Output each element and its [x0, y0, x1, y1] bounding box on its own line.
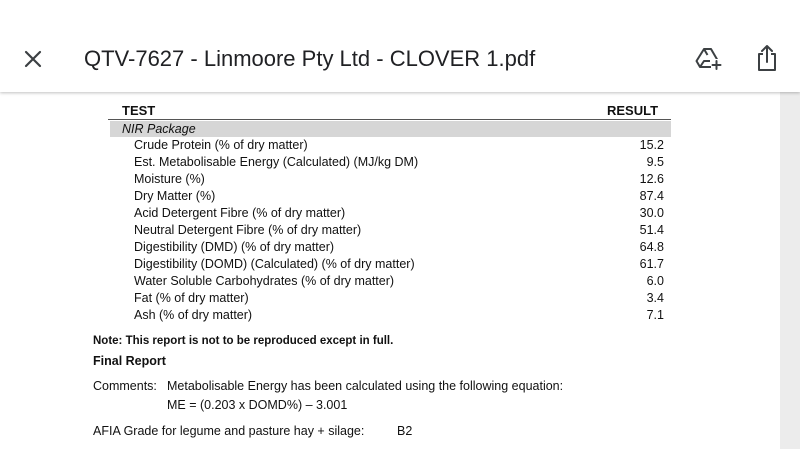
- app-toolbar: [0, 0, 800, 92]
- test-name: Acid Detergent Fibre (% of dry matter): [134, 206, 346, 220]
- package-band: [110, 121, 671, 137]
- table-row: [0, 257, 780, 274]
- test-name: Digestibility (DOMD) (Calculated) (% of dry matter): [134, 257, 415, 271]
- test-name: Ash (% of dry matter): [134, 308, 253, 322]
- afia-grade-value: B2: [397, 424, 413, 438]
- test-result: 3.4: [646, 291, 664, 305]
- pdf-viewer[interactable]: [0, 92, 800, 449]
- table-row: [0, 206, 780, 223]
- test-result: 61.7: [639, 257, 664, 271]
- table-row: [0, 274, 780, 291]
- reproduction-note: Note: This report is not to be reproduced except in full.: [93, 335, 394, 347]
- comments-label: Comments:: [93, 379, 157, 393]
- test-result: 64.8: [639, 240, 664, 254]
- test-result: 9.5: [646, 155, 664, 169]
- test-name: Dry Matter (%): [134, 189, 216, 203]
- pdf-page: [0, 92, 780, 449]
- share-icon: [756, 44, 778, 72]
- share-button[interactable]: [750, 41, 784, 75]
- afia-grade-label: AFIA Grade for legume and pasture hay + silage:: [93, 424, 365, 438]
- final-report-label: Final Report: [93, 354, 166, 368]
- comments-text: Metabolisable Energy has been calculated using the following equation:: [167, 379, 564, 393]
- table-row: [0, 308, 780, 325]
- test-result: 87.4: [639, 189, 664, 203]
- table-row: [0, 155, 780, 172]
- table-row: [0, 189, 780, 206]
- table-row: [0, 223, 780, 240]
- document-title: QTV-7627 - Linmoore Pty Ltd - CLOVER 1.pdf: [84, 46, 536, 71]
- column-header-test: TEST: [122, 103, 156, 118]
- test-name: Moisture (%): [134, 172, 205, 186]
- test-name: Crude Protein (% of dry matter): [134, 138, 308, 152]
- test-name: Water Soluble Carbohydrates (% of dry matter): [134, 274, 395, 288]
- test-name: Neutral Detergent Fibre (% of dry matter): [134, 223, 362, 237]
- test-result: 51.4: [639, 223, 664, 237]
- package-label: NIR Package: [122, 122, 196, 136]
- me-equation: ME = (0.203 x DOMD%) – 3.001: [167, 398, 348, 412]
- table-row: [0, 138, 780, 155]
- test-result: 30.0: [639, 206, 664, 220]
- header-divider: [108, 119, 671, 120]
- test-name: Digestibility (DMD) (% of dry matter): [134, 240, 335, 254]
- test-name: Fat (% of dry matter): [134, 291, 249, 305]
- test-result: 6.0: [646, 274, 664, 288]
- table-row: [0, 172, 780, 189]
- table-row: [0, 291, 780, 308]
- close-button[interactable]: [16, 42, 50, 76]
- test-result: 15.2: [639, 138, 664, 152]
- test-result: 12.6: [639, 172, 664, 186]
- add-to-drive-button[interactable]: [692, 42, 726, 76]
- test-name: Est. Metabolisable Energy (Calculated) (MJ/kg DM): [134, 155, 419, 169]
- table-row: [0, 240, 780, 257]
- test-result: 7.1: [646, 308, 664, 322]
- add-to-drive-icon: [695, 46, 723, 72]
- close-icon: [23, 49, 43, 69]
- column-header-result: RESULT: [607, 103, 659, 118]
